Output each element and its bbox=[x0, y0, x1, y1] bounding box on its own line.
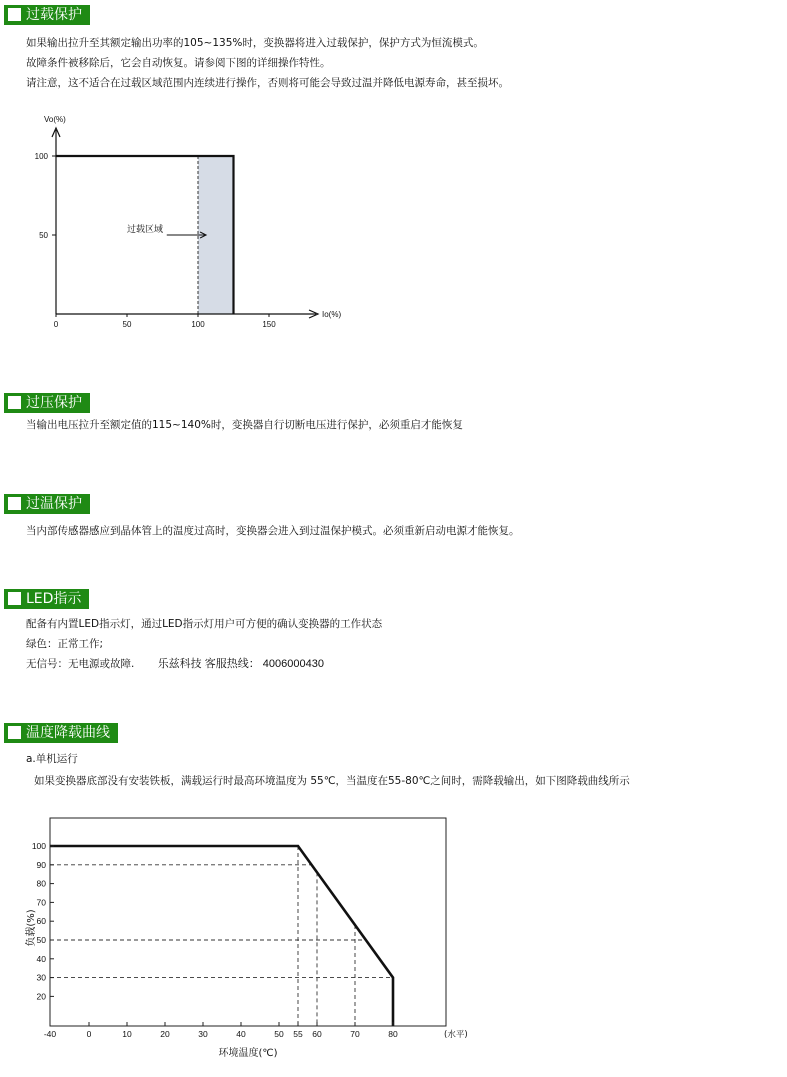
x-tick-label: 50 bbox=[274, 1029, 284, 1039]
section-title: 过温保护 bbox=[26, 496, 82, 512]
text-line: 故障条件被移除后，它会自动恢复。请参阅下图的详细操作特性。 bbox=[26, 57, 331, 69]
y-axis-label: 负载(%) bbox=[26, 909, 37, 947]
x-tick-label: 40 bbox=[236, 1029, 246, 1039]
y-tick-label: 80 bbox=[36, 878, 46, 889]
y-tick-label: 20 bbox=[36, 991, 46, 1002]
text-line: 当输出电压拉升至额定值的115~140%时，变换器自行切断电压进行保护，必须重启才能恢复 bbox=[26, 419, 463, 431]
x-axis-label: Io(%) bbox=[322, 310, 342, 319]
x-tick-label: 0 bbox=[53, 320, 59, 329]
y-tick-label: 40 bbox=[36, 953, 46, 964]
overload-chart bbox=[20, 108, 360, 333]
x-tick-label: 150 bbox=[262, 320, 276, 329]
y-axis-label: Vo(%) bbox=[44, 115, 66, 124]
x-tick-label: 80 bbox=[388, 1029, 398, 1039]
x-tick-label: 20 bbox=[160, 1029, 170, 1039]
region-label: 过载区域 bbox=[127, 224, 164, 235]
y-tick-label: 30 bbox=[36, 972, 46, 983]
x-tick-label: -40 bbox=[43, 1029, 57, 1039]
overtemp-description bbox=[26, 521, 520, 541]
derating-chart bbox=[20, 808, 470, 1070]
section-header-overload bbox=[4, 5, 90, 25]
section-title: LED指示 bbox=[26, 591, 82, 607]
text-line: 如果变换器底部没有安装铁板，满载运行时最高环境温度为 55℃，当温度在55-80℃之间时，需降载输出，如下图降载曲线所示 bbox=[34, 775, 630, 787]
section-title: 过载保护 bbox=[26, 7, 82, 23]
plot-frame bbox=[50, 818, 446, 1026]
checkbox-icon bbox=[8, 592, 21, 605]
led-description bbox=[26, 614, 382, 674]
x-tick-label: 60 bbox=[312, 1029, 322, 1039]
y-tick-label: 100 bbox=[34, 152, 48, 161]
derating-description bbox=[34, 771, 630, 791]
checkbox-icon bbox=[8, 497, 21, 510]
y-tick-label: 60 bbox=[36, 916, 46, 927]
x-tick-label: 70 bbox=[350, 1029, 360, 1039]
y-tick-label: 100 bbox=[31, 841, 46, 851]
text-line: 绿色：正常工作; bbox=[26, 638, 104, 650]
overload-description bbox=[26, 33, 509, 93]
y-tick-label: 50 bbox=[36, 935, 46, 945]
y-tick-label: 90 bbox=[36, 859, 46, 870]
subtitle-line: a.单机运行 bbox=[26, 753, 78, 765]
section-title: 过压保护 bbox=[26, 395, 82, 411]
checkbox-icon bbox=[8, 8, 21, 21]
text-line: 如果输出拉升至其额定输出功率的105~135%时，变换器将进入过载保护，保护方式为恒流模式。 bbox=[26, 37, 484, 49]
hotline-text: 乐兹科技 客服热线： 4006000430 bbox=[157, 658, 324, 670]
section-header-led bbox=[4, 589, 89, 609]
x-tick-label: 30 bbox=[198, 1029, 208, 1039]
section-header-derating bbox=[4, 723, 118, 743]
section-header-overtemp bbox=[4, 494, 90, 514]
x-tick-label: 55 bbox=[293, 1029, 303, 1039]
x-tick-label: 50 bbox=[122, 320, 132, 329]
text-line: 无信号：无电源或故障. bbox=[26, 658, 135, 670]
y-tick-label: 50 bbox=[39, 231, 48, 240]
section-header-overvoltage bbox=[4, 393, 90, 413]
checkbox-icon bbox=[8, 396, 21, 409]
y-tick-label: 70 bbox=[36, 897, 46, 908]
derating-curve bbox=[50, 846, 393, 1026]
text-line-with-hotline bbox=[26, 654, 382, 674]
x-tick-label: 10 bbox=[122, 1029, 132, 1039]
checkbox-icon bbox=[8, 726, 21, 739]
text-line: 配备有内置LED指示灯，通过LED指示灯用户可方便的确认变换器的工作状态 bbox=[26, 618, 383, 630]
x-tick-label: 100 bbox=[191, 320, 205, 329]
derating-subtitle bbox=[26, 749, 78, 769]
overvoltage-description bbox=[26, 415, 463, 435]
section-title: 温度降载曲线 bbox=[26, 725, 110, 741]
x-axis-label: 环境温度(℃) bbox=[218, 1048, 278, 1059]
x-tick-label: 0 bbox=[86, 1029, 92, 1039]
x-axis-unit: (水平) bbox=[444, 1030, 468, 1040]
text-line: 当内部传感器感应到晶体管上的温度过高时，变换器会进入到过温保护模式。必须重新启动电源才能恢复。 bbox=[26, 525, 520, 537]
text-line: 请注意，这不适合在过载区域范围内连续进行操作，否则将可能会导致过温并降低电源寿命，甚至损坏。 bbox=[26, 77, 509, 89]
